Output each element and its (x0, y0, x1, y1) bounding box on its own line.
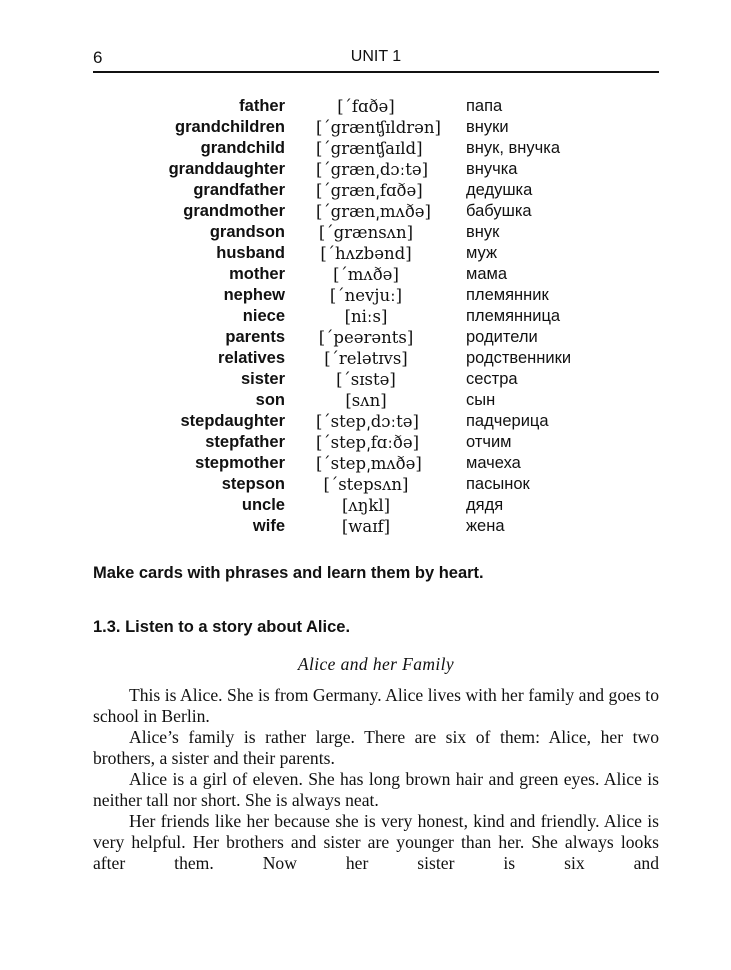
story-text (93, 685, 659, 874)
vocab-transcription: [΄step͵mʌðə] (316, 454, 422, 473)
vocab-translation: дядя (466, 496, 504, 514)
page-header (93, 44, 659, 74)
vocab-transcription: [΄relətɪvs] (324, 349, 408, 368)
vocab-transcription: [΄grænʧaɪld] (316, 139, 423, 158)
story-paragraph: Alice is a girl of eleven. She has long brown hair and green eyes. Alice is neither tall nor short. She is always neat. (93, 769, 659, 810)
vocab-transcription: [΄grænsʌn] (318, 223, 414, 242)
vocab-row (93, 390, 659, 411)
vocab-row (93, 327, 659, 348)
vocab-translation: муж (466, 244, 498, 262)
vocab-row (93, 180, 659, 201)
header-rule (93, 71, 659, 73)
vocab-row (93, 264, 659, 285)
vocab-word: parents (225, 328, 285, 346)
vocab-row (93, 138, 659, 159)
vocab-word: mother (229, 265, 285, 283)
vocabulary-list (93, 96, 659, 537)
vocab-translation: папа (466, 97, 503, 115)
vocab-translation: внуки (466, 118, 509, 136)
vocab-transcription: [΄fɑðə] (337, 97, 395, 116)
vocab-transcription: [΄peərənts] (318, 328, 414, 347)
exercise-heading: 1.3. Listen to a story about Alice. (93, 618, 351, 636)
vocab-transcription: [ʌŋkl] (341, 496, 391, 515)
vocab-translation: дедушка (466, 181, 533, 199)
vocab-word: relatives (218, 349, 285, 367)
vocab-row (93, 495, 659, 516)
vocab-row (93, 285, 659, 306)
vocab-row (93, 117, 659, 138)
vocab-row (93, 201, 659, 222)
vocab-transcription: [΄græn͵mʌðə] (316, 202, 431, 221)
vocab-transcription: [niːs] (344, 307, 388, 326)
vocab-word: stepmother (195, 454, 285, 472)
vocab-word: stepdaughter (180, 412, 285, 430)
vocab-transcription: [΄nevjuː] (329, 286, 403, 305)
vocab-translation: мама (466, 265, 508, 283)
instruction-text: Make cards with phrases and learn them by heart. (93, 564, 484, 582)
vocab-row (93, 159, 659, 180)
vocab-row (93, 432, 659, 453)
vocab-word: grandson (209, 223, 285, 241)
vocab-transcription: [sʌn] (345, 391, 387, 410)
vocab-word: husband (216, 244, 285, 262)
story-paragraph: Alice’s family is rather large. There are six of them: Alice, her two brothers, a sister and their parents. (93, 727, 659, 768)
vocab-word: grandmother (183, 202, 285, 220)
story-paragraph: Her friends like her because she is very honest, kind and friendly. Alice is very helpful. Her brothers and sister are younger than her. She always looks after them. Now her sister is six and (93, 811, 659, 873)
vocab-transcription: [waɪf] (341, 517, 391, 536)
vocab-word: grandchild (200, 139, 285, 157)
vocab-transcription: [΄step͵dɔːtə] (316, 412, 419, 431)
vocab-transcription: [΄hʌzbənd] (320, 244, 412, 263)
vocab-transcription: [΄stepsʌn] (323, 475, 409, 494)
vocab-word: niece (242, 307, 285, 325)
vocab-word: uncle (241, 496, 285, 514)
vocab-translation: внучка (466, 160, 518, 178)
vocab-translation: отчим (466, 433, 512, 451)
vocab-row (93, 348, 659, 369)
vocab-word: father (239, 97, 285, 115)
vocab-translation: родители (466, 328, 538, 346)
vocab-word: stepson (221, 475, 285, 493)
vocab-translation: племянник (466, 286, 549, 304)
vocab-translation: сын (466, 391, 496, 409)
vocab-row (93, 222, 659, 243)
vocab-word: stepfather (205, 433, 285, 451)
vocab-row (93, 474, 659, 495)
vocab-word: granddaughter (168, 160, 285, 178)
vocab-translation: пасынок (466, 475, 530, 493)
vocab-word: son (255, 391, 285, 409)
vocab-transcription: [΄grænʧɪldrən] (316, 118, 441, 137)
page-number: 6 (93, 48, 103, 67)
vocab-row (93, 306, 659, 327)
vocab-translation: внук, внучка (466, 139, 560, 157)
vocab-translation: внук (466, 223, 500, 241)
vocab-transcription: [΄græn͵dɔːtə] (316, 160, 429, 179)
vocab-transcription: [΄mʌðə] (333, 265, 399, 284)
unit-title: UNIT 1 (350, 48, 402, 65)
vocab-word: grandfather (193, 181, 285, 199)
vocab-transcription: [΄step͵fɑːðə] (316, 433, 420, 452)
vocab-word: wife (252, 517, 285, 535)
story-title: Alice and her Family (297, 654, 455, 674)
vocab-translation: бабушка (466, 202, 532, 220)
story-paragraph: This is Alice. She is from Germany. Alice lives with her family and goes to school in Berlin. (93, 685, 659, 726)
vocab-row (93, 516, 659, 537)
vocab-translation: родственники (466, 349, 572, 367)
vocab-row (93, 453, 659, 474)
vocab-translation: мачеха (466, 454, 521, 472)
vocab-translation: племянница (466, 307, 561, 325)
vocab-row (93, 369, 659, 390)
vocab-row (93, 243, 659, 264)
vocab-word: sister (240, 370, 285, 388)
vocab-word: grandchildren (174, 118, 285, 136)
vocab-translation: жена (466, 517, 505, 535)
vocab-row (93, 411, 659, 432)
vocab-row (93, 96, 659, 117)
vocab-transcription: [΄græn͵fɑðə] (316, 181, 423, 200)
vocab-word: nephew (223, 286, 285, 304)
vocab-translation: сестра (466, 370, 518, 388)
vocab-translation: падчерица (466, 412, 549, 430)
vocab-transcription: [΄sɪstə] (336, 370, 396, 389)
